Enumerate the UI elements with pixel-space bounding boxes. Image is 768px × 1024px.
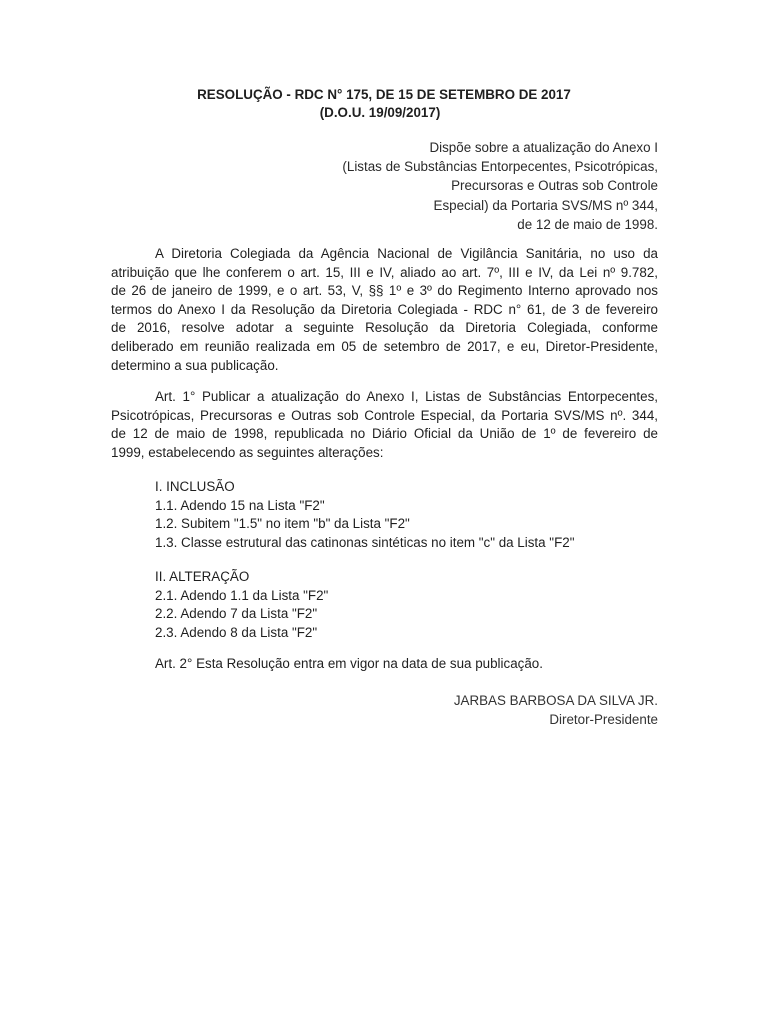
alteration-heading: II. ALTERAÇÃO bbox=[155, 569, 250, 584]
summary-block bbox=[342, 138, 658, 234]
title-line-1: RESOLUÇÃO - RDC N° 175, DE 15 DE SETEMBRO DE 2017 bbox=[197, 87, 571, 102]
preamble-line: deliberado em reunião realizada em 05 de setembro de 2017, e eu, Diretor-Presidente, bbox=[111, 338, 658, 354]
document-title bbox=[0, 86, 768, 122]
preamble-line: determino a sua publicação. bbox=[111, 357, 279, 373]
preamble-line: termos do Anexo I da Resolução da Diretoria Colegiada - RDC n° 61, de 3 de fevereiro bbox=[111, 301, 658, 317]
list-item: 1.3. Classe estrutural das catinonas sintéticas no item "c" da Lista "F2" bbox=[155, 534, 575, 550]
preamble-line: de 26 de janeiro de 1999, e o art. 53, V, §§ 1º e 3º do Regimento Interno aprovado nos bbox=[111, 283, 658, 299]
preamble-paragraph bbox=[111, 245, 658, 375]
signatory-role: Diretor-Presidente bbox=[549, 711, 658, 727]
summary-line: Dispõe sobre a atualização do Anexo I bbox=[429, 140, 658, 155]
list-item: 2.1. Adendo 1.1 da Lista "F2" bbox=[155, 587, 329, 603]
summary-line: Especial) da Portaria SVS/MS nº 344, bbox=[433, 197, 658, 213]
article-1-paragraph bbox=[111, 388, 658, 462]
signature-block bbox=[454, 692, 658, 729]
inclusion-list bbox=[155, 478, 574, 552]
article-1-line: Art. 1° Publicar a atualização do Anexo I, Listas de Substâncias Entorpecentes, bbox=[155, 389, 658, 404]
summary-line: (Listas de Substâncias Entorpecentes, Psicotrópicas, bbox=[342, 159, 658, 175]
summary-line: de 12 de maio de 1998. bbox=[517, 216, 658, 232]
article-2-text: Art. 2° Esta Resolução entra em vigor na data de sua publicação. bbox=[155, 656, 543, 671]
preamble-line: de 2016, resolve adotar a seguinte Resolução da Diretoria Colegiada, conforme bbox=[111, 320, 658, 336]
summary-line: Precursoras e Outras sob Controle bbox=[451, 178, 658, 194]
article-1-line: 1999, estabelecendo as seguintes alterações: bbox=[111, 444, 384, 460]
article-1-line: de 12 de maio de 1998, republicada no Diário Oficial da União de 1º de fevereiro de bbox=[111, 426, 658, 442]
preamble-line: A Diretoria Colegiada da Agência Nacional de Vigilância Sanitária, no uso da bbox=[155, 246, 658, 261]
list-item: 1.2. Subitem "1.5" no item "b" da Lista "F2" bbox=[155, 516, 410, 532]
list-item: 2.3. Adendo 8 da Lista "F2" bbox=[155, 624, 318, 640]
inclusion-heading: I. INCLUSÃO bbox=[155, 479, 235, 494]
signatory-name: JARBAS BARBOSA DA SILVA JR. bbox=[453, 693, 658, 708]
article-1-line: Psicotrópicas, Precursoras e Outras sob Controle Especial, da Portaria SVS/MS nº. 344, bbox=[111, 407, 658, 423]
alteration-list bbox=[155, 568, 328, 642]
title-line-2: (D.O.U. 19/09/2017) bbox=[319, 105, 441, 120]
list-item: 2.2. Adendo 7 da Lista "F2" bbox=[155, 606, 318, 622]
list-item: 1.1. Adendo 15 na Lista "F2" bbox=[155, 497, 325, 513]
preamble-line: atribuição que lhe conferem o art. 15, III e IV, aliado ao art. 7º, III e IV, da Lei nº 9.782, bbox=[111, 264, 658, 280]
